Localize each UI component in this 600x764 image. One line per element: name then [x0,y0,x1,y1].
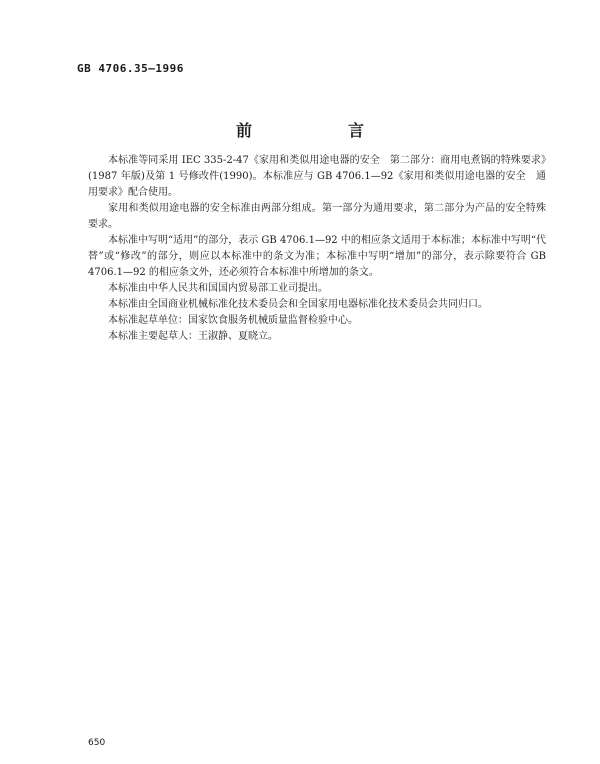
paragraph-drafters: 本标准主要起草人：王淑静、夏晓立。 [108,331,278,342]
page-title: 前 言 [235,121,404,140]
foreword-body [88,153,546,345]
standard-code: GB 4706.35—1996 [77,62,184,75]
paragraph-proposer: 本标准由中华人民共和国国内贸易部工业司提出。 [108,283,328,294]
paragraph-structure: 家用和类似用途电器的安全标准由两部分组成。第一部分为通用要求，第二部分为产品的安全特殊要求。 [88,203,546,230]
paragraph-centralized: 本标准由全国商业机械标准化技术委员会和全国家用电器标准化技术委员会共同归口。 [108,299,488,310]
page-number: 650 [88,738,106,748]
paragraph-applicability: 本标准中写明“适用”的部分，表示 GB 4706.1—92 中的相应条文适用于本标准；本标准中写明“代替”或“修改”的部分，则应以本标准中的条文为准；本标准中写明“增加”的部分，表示除要符合 GB 4706.1—92 的相应条文外，还必须符合本标准中所增加的条文。 [88,235,546,278]
paragraph-adoption: 本标准等同采用 IEC 335-2-47《家用和类似用途电器的安全 第二部分：商用电煮锅的特殊要求》(1987 年版)及第 1 号修改件(1990)。本标准应与 GB 4706.1—92《家用和类似用途电器的安全 通用要求》配合使用。 [88,155,546,198]
paragraph-drafting-unit: 本标准起草单位：国家饮食服务机械质量监督检验中心。 [108,315,358,326]
